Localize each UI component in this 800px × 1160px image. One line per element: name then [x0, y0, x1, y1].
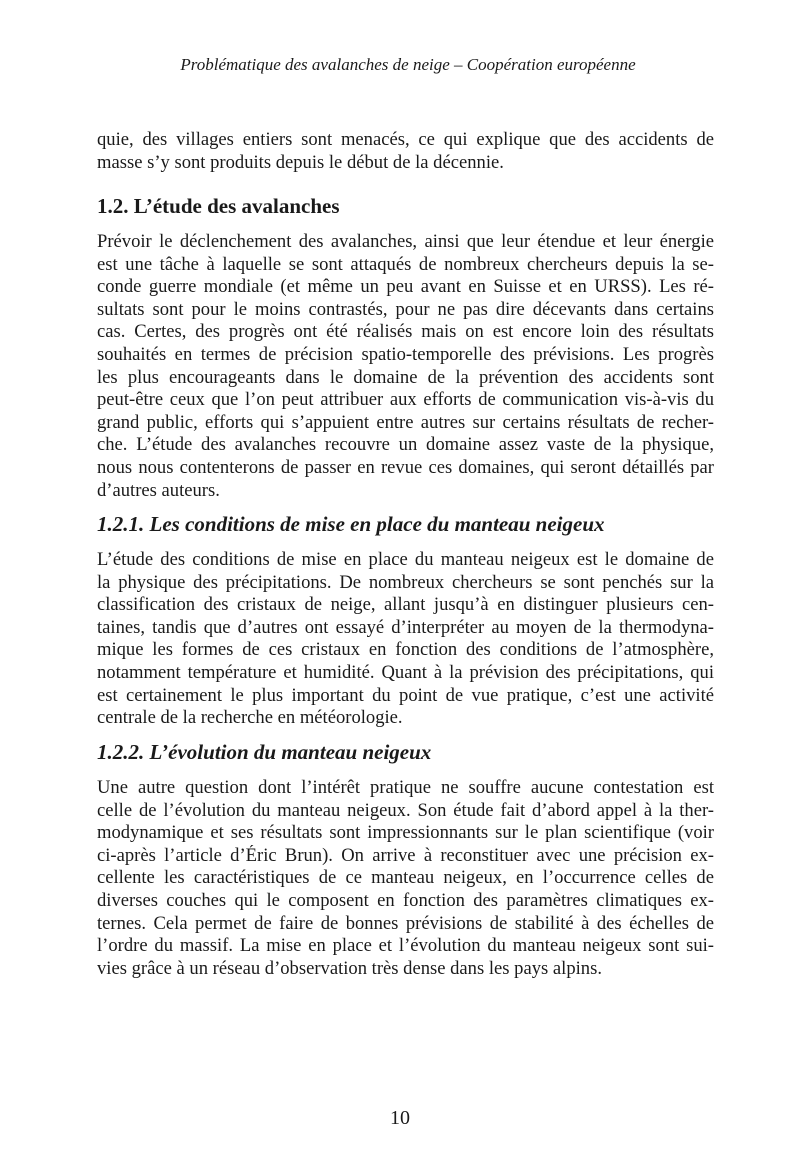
- running-header: Problématique des avalanches de neige – Coopération européenne: [180, 55, 636, 74]
- text-line: che. L’étude des avalanches recouvre un domaine assez vaste de la physique,: [97, 434, 714, 456]
- section-heading-1-2-2: 1.2.2. L’évolution du manteau neigeux: [97, 740, 432, 764]
- text-line: quie, des villages entiers sont menacés, ce qui explique que des accidents de: [97, 129, 714, 150]
- text-line: nous nous contenterons de passer en revue ces domaines, qui seront détaillés par: [97, 456, 714, 478]
- text-line: peut-être ceux que l’on peut attribuer aux efforts de communication vis-à-vis du: [97, 389, 714, 411]
- paragraph-evolution-manteau: [97, 777, 714, 980]
- section-heading-1-2: 1.2. L’étude des avalanches: [97, 194, 340, 218]
- paragraph-etude-avalanches: [97, 231, 714, 502]
- text-line: classification des cristaux de neige, allant jusqu’à en distinguer plusieurs cen-: [97, 594, 714, 616]
- text-line: ci-après l’article d’Éric Brun). On arrive à reconstituer avec une précision ex-: [97, 844, 714, 866]
- text-line: souhaités en termes de précision spatio-temporelle des prévisions. Les progrès: [97, 343, 714, 365]
- text-line: les plus encourageants dans le domaine de la prévention des accidents sont: [97, 366, 714, 388]
- page-number: 10: [390, 1107, 410, 1129]
- text-line: conde guerre mondiale (et même un peu avant en Suisse et en URSS). Les ré-: [97, 276, 714, 298]
- text-line: taines, tandis que d’autres ont essayé d’interpréter au moyen de la thermodyna-: [97, 616, 714, 638]
- text-line: d’autres auteurs.: [97, 479, 220, 501]
- section-heading-1-2-1: 1.2.1. Les conditions de mise en place du manteau neigeux: [97, 512, 605, 536]
- text-line: sultats sont pour le moins contrastés, pour ne pas dire décevants dans certains: [97, 298, 714, 320]
- text-line: L’étude des conditions de mise en place du manteau neigeux est le domaine de: [97, 549, 714, 570]
- text-line: modynamique et ses résultats sont impressionnants sur le plan scientifique (voir: [97, 822, 714, 844]
- text-line: ternes. Cela permet de faire de bonnes prévisions de stabilité à des échelles de: [97, 912, 714, 934]
- text-line: est certainement le plus important du point de vue pratique, c’est une activité: [97, 684, 714, 706]
- paragraph-conditions-manteau: [97, 549, 714, 730]
- text-line: mique les formes de ces cristaux en fonction des conditions de l’atmosphère,: [97, 639, 714, 661]
- text-line: vies grâce à un réseau d’observation très dense dans les pays alpins.: [97, 957, 602, 979]
- text-line: est une tâche à laquelle se sont attaqués de nombreux chercheurs depuis la se-: [97, 253, 714, 275]
- text-line: cellente les caractéristiques de ce manteau neigeux, en l’occurrence celles de: [97, 867, 714, 889]
- text-line: Une autre question dont l’intérêt pratique ne souffre aucune contestation est: [97, 777, 714, 798]
- text-line: grand public, efforts qui s’appuient entre autres sur certains résultats de recher-: [97, 411, 714, 433]
- text-line: notamment température et humidité. Quant à la prévision des précipitations, qui: [97, 661, 714, 683]
- text-line: masse s’y sont produits depuis le début de la décennie.: [97, 151, 504, 173]
- text-line: cas. Certes, des progrès ont été réalisés mais on est encore loin des résultats: [97, 321, 714, 343]
- text-line: celle de l’évolution du manteau neigeux. Son étude fait d’abord appel à la ther-: [97, 799, 714, 821]
- text-line: l’ordre du massif. La mise en place et l’évolution du manteau neigeux sont sui-: [97, 935, 714, 957]
- text-line: la physique des précipitations. De nombreux chercheurs se sont penchés sur la: [97, 571, 714, 593]
- paragraph-intro: [97, 129, 714, 174]
- text-line: diverses couches qui le composent en fonction des paramètres climatiques ex-: [97, 889, 714, 911]
- text-line: Prévoir le déclenchement des avalanches, ainsi que leur étendue et leur énergie: [97, 231, 714, 252]
- text-line: centrale de la recherche en météorologie.: [97, 707, 403, 729]
